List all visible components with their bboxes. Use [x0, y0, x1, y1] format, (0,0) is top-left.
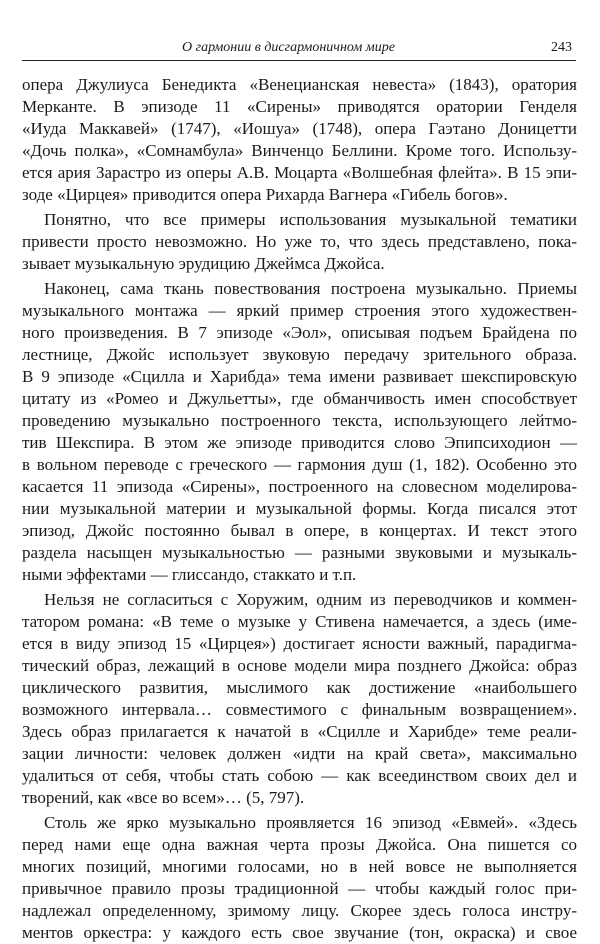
text-line: В 9 эпизоде «Сцилла и Харибда» тема имени развивает шекспировскую — [22, 367, 577, 386]
text-line: зывает музыкальную эрудицию Джеймса Джойса. — [22, 254, 385, 273]
text-line: проведению музыкально построенного текста, использующего лейтмо- — [22, 411, 577, 430]
text-line: нии музыкальной материи и музыкальной формы. Когда писался этот — [22, 499, 577, 518]
text-line: надлежал определенному, зримому лицу. Скорее здесь голоса инстру- — [22, 901, 577, 920]
text-line: зации личности: человек должен «идти на край света», максимально — [22, 744, 577, 763]
text-line: привести просто невозможно. Но уже то, что здесь представлено, пока- — [22, 232, 577, 251]
text-line: в вольном переводе с греческого — гармония душ (1, 182). Особенно это — [22, 455, 577, 474]
text-line: многих позиций, многими голосами, но в ней вовсе не выполняется — [22, 857, 577, 876]
text-line: ется в виду эпизод 15 «Цирцея») достигает ясности важный, парадигма- — [22, 634, 577, 653]
text-line: эпизод, Джойс постоянно бывал в опере, в концертах. И текст этого — [22, 521, 577, 540]
text-line: возможного интервала… совместимого с финальным возвращением». — [22, 700, 577, 719]
text-line: ется ария Зарастро из оперы А.В. Моцарта «Волшебная флейта». В 15 эпи- — [22, 163, 577, 182]
paragraph — [22, 74, 577, 206]
text-line: зоде «Цирцея» приводится опера Рихарда Вагнера «Гибель богов». — [22, 185, 508, 204]
text-line: перед нами еще одна важная черта прозы Джойса. Она пишется со — [22, 835, 577, 854]
text-line: тив Шекспира. В этом же эпизоде приводится слово Эпипсиходион — — [22, 433, 577, 452]
text-line: Наконец, сама ткань повествования построена музыкально. Приемы — [44, 279, 577, 298]
text-line: опера Джулиуса Бенедикта «Венецианская невеста» (1843), оратория — [22, 75, 577, 94]
text-line: привычное правило прозы традиционной — чтобы каждый голос при- — [22, 879, 577, 898]
text-line: цитату из «Ромео и Джульетты», где обманчивость имен способствует — [22, 389, 577, 408]
paragraph — [22, 589, 577, 809]
paragraph — [22, 209, 577, 275]
text-line: лестнице, Джойс использует звуковую передачу зрительного образа. — [22, 345, 577, 364]
text-line: раздела насыщен музыкальностью — разными звуковыми и музыкаль- — [22, 543, 577, 562]
text-line: удалиться от себя, чтобы стать собою — как всеединством своих дел и — [22, 766, 577, 785]
text-line: тический образ, лежащий в основе модели мира позднего Джойса: образ — [22, 656, 577, 675]
text-line: Здесь образ прилагается к начатой в «Сцилле и Харибде» теме реали- — [22, 722, 577, 741]
text-line: Нельзя не согласиться с Хоружим, одним из переводчиков и коммен- — [44, 590, 577, 609]
running-title: О гармонии в дисгармоничном мире — [182, 40, 395, 55]
text-line: ного произведения. В 7 эпизоде «Эол», описывая подъем Брайдена по — [22, 323, 577, 342]
paragraph — [22, 278, 577, 586]
running-header — [22, 38, 576, 61]
text-line: «Иуда Маккавей» (1747), «Иошуа» (1748), опера Гаэтано Доницетти — [22, 119, 577, 138]
text-line: ными эффектами — глиссандо, стаккато и т.п. — [22, 565, 357, 584]
page-number: 243 — [551, 40, 572, 55]
text-line: касается 11 эпизода «Сирены», построенного на словесном моделирова- — [22, 477, 577, 496]
paragraph — [22, 812, 577, 944]
text-line: татором романа: «В теме о музыке у Стивена намечается, а здесь (име- — [22, 612, 577, 631]
text-line: музыкального монтажа — яркий пример строения этого художествен- — [22, 301, 577, 320]
text-line: Столь же ярко музыкально проявляется 16 эпизод «Евмей». «Здесь — [44, 813, 577, 832]
text-line: Понятно, что все примеры использования музыкальной тематики — [44, 210, 577, 229]
text-line: творений, как «все во всем»… (5, 797). — [22, 788, 305, 807]
text-line: Мерканте. В эпизоде 11 «Сирены» приводятся оратории Генделя — [22, 97, 577, 116]
text-line: ментов оркестра: у каждого есть свое звучание (тон, окраска) и свое — [22, 923, 577, 942]
text-line: «Дочь полка», «Сомнамбула» Винченцо Беллини. Кроме того. Использу- — [22, 141, 577, 160]
text-line: циклического развития, мыслимого как достижение «наибольшего — [22, 678, 577, 697]
body-text — [22, 74, 577, 944]
